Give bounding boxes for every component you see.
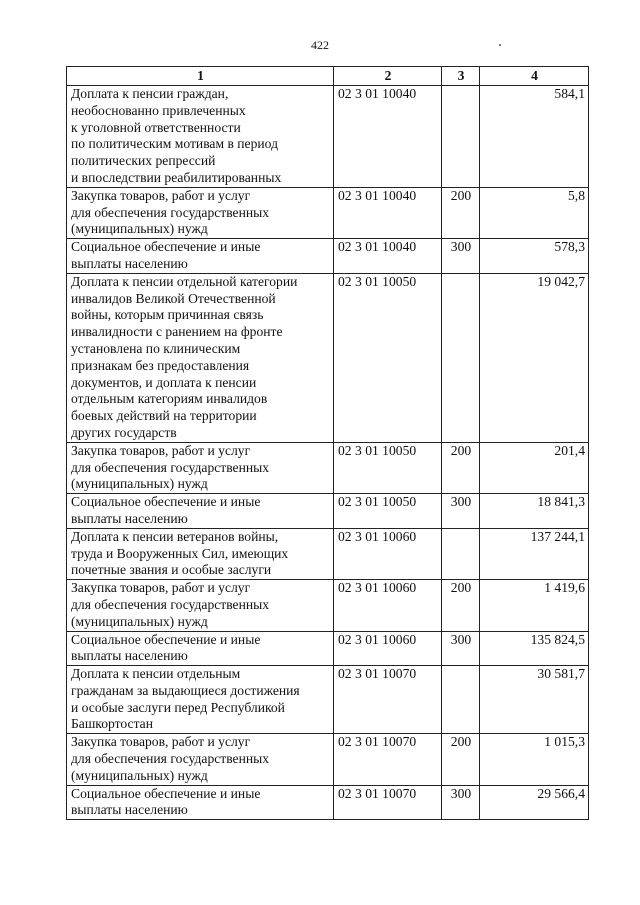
table-row [67,734,589,785]
table-row [67,631,589,666]
table-row [67,666,589,734]
cell-name: Закупка товаров, работ и услуг для обеспечения государственных (муниципальных) нужд [67,442,334,493]
column-header-code: 2 [334,67,442,86]
cell-type [442,273,480,442]
cell-type: 300 [442,785,480,820]
cell-code: 02 3 01 10040 [334,86,442,188]
cell-type [442,86,480,188]
cell-name: Закупка товаров, работ и услуг для обеспечения государственных (муниципальных) нужд [67,187,334,238]
cell-code: 02 3 01 10070 [334,785,442,820]
cell-type: 300 [442,494,480,529]
cell-code: 02 3 01 10050 [334,494,442,529]
cell-code: 02 3 01 10070 [334,734,442,785]
cell-amount: 1 015,3 [480,734,589,785]
cell-amount: 18 841,3 [480,494,589,529]
cell-type: 200 [442,187,480,238]
cell-name: Социальное обеспечение и иные выплаты населению [67,631,334,666]
table-row [67,494,589,529]
page-number: 422 [311,38,329,52]
cell-code: 02 3 01 10060 [334,631,442,666]
cell-code: 02 3 01 10050 [334,273,442,442]
cell-amount: 30 581,7 [480,666,589,734]
column-header-name: 1 [67,67,334,86]
table-row [67,273,589,442]
cell-amount: 19 042,7 [480,273,589,442]
cell-type: 300 [442,239,480,274]
table-header-row [67,67,589,86]
column-header-amount: 4 [480,67,589,86]
table-row [67,785,589,820]
cell-name: Доплата к пенсии граждан, необоснованно привлеченных к уголовной ответственности по политическим мотивам в период политических репрессий и впоследствии реабилитированных [67,86,334,188]
cell-name: Социальное обеспечение и иные выплаты населению [67,239,334,274]
cell-code: 02 3 01 10040 [334,187,442,238]
cell-name: Доплата к пенсии отдельным гражданам за выдающиеся достижения и особые заслуги перед Республикой Башкортостан [67,666,334,734]
table-row [67,239,589,274]
budget-table [66,66,589,820]
cell-name: Доплата к пенсии отдельной категории инвалидов Великой Отечественной войны, которым причинная связь инвалидности с ранением на фронте установлена по клиническим признакам без предоставления документов, и доплата к пенсии отдельным категориям инвалидов боевых действий на территории других государств [67,273,334,442]
cell-type [442,666,480,734]
cell-amount: 135 824,5 [480,631,589,666]
cell-name: Закупка товаров, работ и услуг для обеспечения государственных (муниципальных) нужд [67,734,334,785]
cell-name: Социальное обеспечение и иные выплаты населению [67,494,334,529]
cell-type: 200 [442,580,480,631]
cell-name: Социальное обеспечение и иные выплаты населению [67,785,334,820]
cell-code: 02 3 01 10060 [334,580,442,631]
cell-amount: 578,3 [480,239,589,274]
cell-amount: 584,1 [480,86,589,188]
cell-code: 02 3 01 10050 [334,442,442,493]
cell-type: 200 [442,734,480,785]
table-row [67,86,589,188]
cell-amount: 1 419,6 [480,580,589,631]
cell-code: 02 3 01 10060 [334,528,442,579]
table-row [67,580,589,631]
cell-amount: 5,8 [480,187,589,238]
scan-speck [499,44,501,46]
cell-name: Доплата к пенсии ветеранов войны, труда и Вооруженных Сил, имеющих почетные звания и особые заслуги [67,528,334,579]
cell-type: 200 [442,442,480,493]
cell-type [442,528,480,579]
table-row [67,442,589,493]
table-row [67,187,589,238]
cell-amount: 137 244,1 [480,528,589,579]
cell-name: Закупка товаров, работ и услуг для обеспечения государственных (муниципальных) нужд [67,580,334,631]
cell-amount: 201,4 [480,442,589,493]
cell-code: 02 3 01 10040 [334,239,442,274]
cell-code: 02 3 01 10070 [334,666,442,734]
cell-amount: 29 566,4 [480,785,589,820]
column-header-type: 3 [442,67,480,86]
table-row [67,528,589,579]
cell-type: 300 [442,631,480,666]
